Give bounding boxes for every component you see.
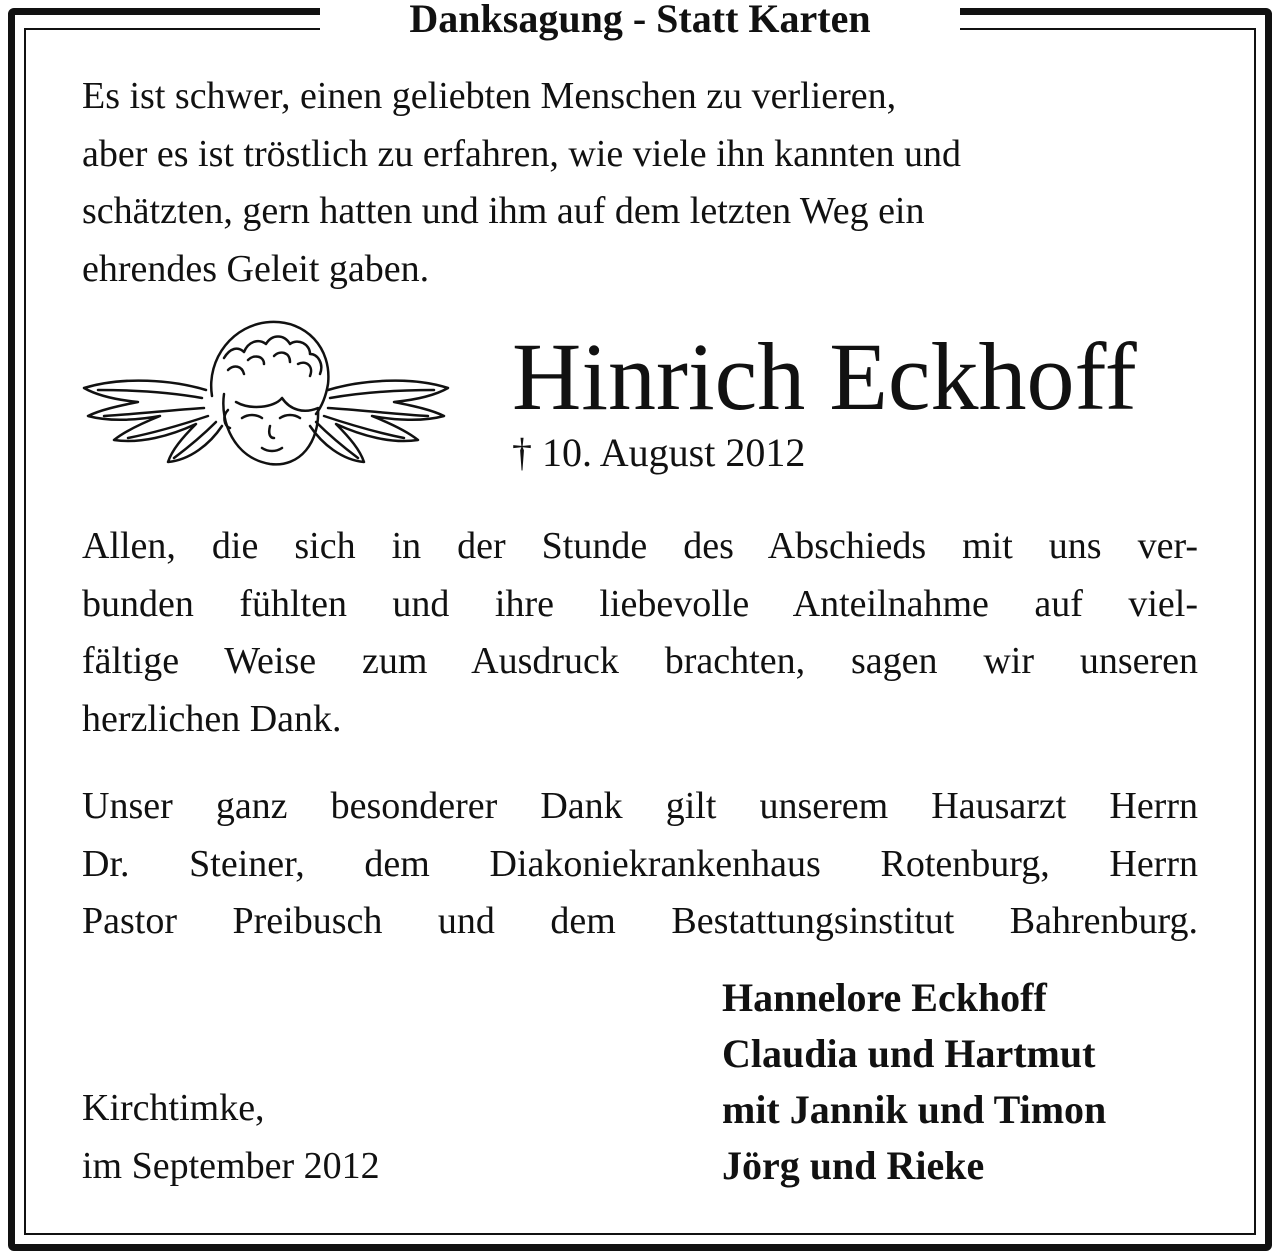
signer: mit Jannik und Timon bbox=[722, 1087, 1107, 1132]
place-line: Kirchtimke, bbox=[82, 1087, 265, 1129]
intro-line: aber es ist tröstlich zu erfahren, wie viele ihn kannten und bbox=[82, 132, 961, 175]
intro-line: Es ist schwer, einen geliebten Menschen zu verlieren, bbox=[82, 75, 897, 117]
place-date bbox=[82, 1080, 380, 1195]
thanks-line: bunden fühlten und ihre liebevolle Anteilnahme auf viel- bbox=[82, 582, 1198, 625]
date-line: im September 2012 bbox=[82, 1144, 380, 1187]
signer: Jörg und Rieke bbox=[722, 1143, 985, 1188]
special-line: Unser ganz besonderer Dank gilt unserem Hausarzt Herrn bbox=[82, 785, 1198, 827]
special-line: Pastor Preibusch und dem Bestattungsinstitut Bahrenburg. bbox=[82, 900, 1198, 942]
special-line: Dr. Steiner, dem Diakoniekrankenhaus Rotenburg, Herrn bbox=[82, 842, 1198, 885]
signers-block bbox=[722, 970, 1106, 1194]
thanks-line: herzlichen Dank. bbox=[82, 697, 342, 740]
intro-line: ehrendes Geleit gaben. bbox=[82, 247, 430, 290]
signer: Claudia und Hartmut bbox=[722, 1031, 1096, 1076]
cherub-angel-icon bbox=[78, 318, 454, 478]
signer: Hannelore Eckhoff bbox=[722, 975, 1047, 1020]
thanks-paragraph bbox=[82, 518, 1198, 748]
intro-line: schätzten, gern hatten und ihm auf dem letzten Weg ein bbox=[82, 190, 925, 232]
thanks-line: Allen, die sich in der Stunde des Abschieds mit uns ver- bbox=[82, 525, 1198, 567]
thanks-line: fältige Weise zum Ausdruck brachten, sagen wir unseren bbox=[82, 640, 1198, 682]
page-title: Danksagung - Statt Karten bbox=[409, 0, 871, 41]
deceased-name: Hinrich Eckhoff bbox=[512, 323, 1137, 430]
intro-paragraph bbox=[82, 68, 1198, 298]
death-date: † 10. August 2012 bbox=[512, 430, 806, 475]
special-thanks-paragraph bbox=[82, 778, 1198, 951]
